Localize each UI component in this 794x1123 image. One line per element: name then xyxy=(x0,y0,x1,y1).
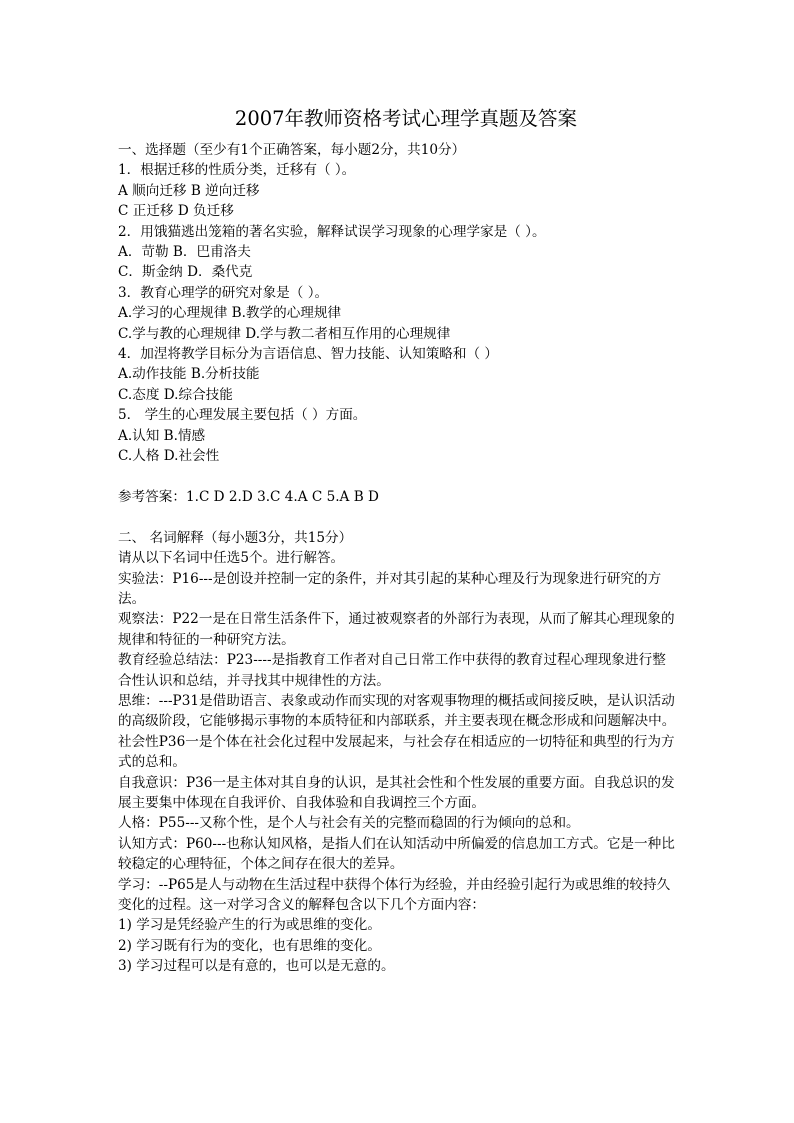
option-line: A．苛勒 B．巴甫洛夫 xyxy=(118,244,251,261)
option-line: A.学习的心理规律 B.教学的心理规律 xyxy=(118,305,342,322)
option-line: C．斯金纳 D．桑代克 xyxy=(118,264,253,281)
option-line: C 正迁移 D 负迁移 xyxy=(118,203,234,220)
section2-heading: 二、 名词解释（每小题3分，共15分） xyxy=(118,529,353,546)
document-title: 2007年教师资格考试心理学真题及答案 xyxy=(234,107,578,130)
term-definition: 观察法：P22一是在日常生活条件下，通过被观察者的外部行为表现，从而了解其心理现象的规律和特征的一种研究方法。 xyxy=(118,611,675,648)
term-definition: 实验法：P16---是创设并控制一定的条件，并对其引起的某种心理及行为现象进行研究的方法。 xyxy=(118,570,662,607)
term-definition: 社会性P36一是个体在社会化过程中发展起来，与社会存在相适应的一切特征和典型的行为方式的总和。 xyxy=(118,733,675,771)
term-definition: 认知方式：P60---也称认知风格，是指人们在认知活动中所偏爱的信息加工方式。它是一种比较稳定的心理特征，个体之间存在很大的差异。 xyxy=(118,835,675,873)
section2-instruction: 请从以下名词中任选5个。进行解答。 xyxy=(118,550,345,567)
option-line: C.人格 D.社会性 xyxy=(118,448,220,465)
option-line: C.学与教的心理规律 D.学与教二者相互作用的心理规律 xyxy=(118,325,451,342)
section1-heading: 一、选择题（至少有1个正确答案，每小题2分，共10分） xyxy=(118,142,466,158)
term-definition: 人格：P55---又称个性，是个人与社会有关的完整而稳固的行为倾向的总和。 xyxy=(118,815,580,832)
option-line: A.动作技能 B.分析技能 xyxy=(118,366,260,383)
term-definition: 思维：---P31是借助语言、表象或动作而实现的对客观事物理的概括或间接反映，是认识活动的高级阶段，它能够揭示事物的本质特征和内部联系，并主要表现在概念形成和问题解决中。 xyxy=(118,692,676,730)
option-line: A.认知 B.情感 xyxy=(118,427,206,444)
list-item: 2) 学习既有行为的变化，也有思维的变化。 xyxy=(118,937,381,954)
list-item: 1) 学习是凭经验产生的行为或思维的变化。 xyxy=(118,917,381,934)
term-definition: 教育经验总结法：P23----是指教育工作者对自己日常工作中获得的教育过程心理现象进行整合性认识和总结，并寻找其中规律性的方法。 xyxy=(118,652,666,689)
blank-line xyxy=(118,467,678,487)
question-line: 5． 学生的心理发展主要包括（ ）方面。 xyxy=(118,407,367,424)
option-line: C.态度 D.综合技能 xyxy=(118,386,233,403)
document-body xyxy=(118,140,678,977)
answer-key: 参考答案：1.C D 2.D 3.C 4.A C 5.A B D xyxy=(118,488,379,505)
list-item: 3) 学习过程可以是有意的，也可以是无意的。 xyxy=(118,958,395,975)
question-line: 1．根据迁移的性质分类，迁移有（ ）。 xyxy=(118,162,356,179)
question-line: 3．教育心理学的研究对象是（ ）。 xyxy=(118,284,329,301)
question-line: 4．加涅将教学目标分为言语信息、智力技能、认知策略和（ ） xyxy=(118,346,498,363)
term-definition: 自我意识：P36一是主体对其自身的认识，是其社会性和个性发展的重要方面。自我总识的发展主要集中体现在自我评价、自我体验和自我调控三个方面。 xyxy=(118,774,675,811)
option-line: A 顺向迁移 B 逆向迁移 xyxy=(118,182,260,199)
term-definition: 学习：--P65是人与动物在生活过程中获得个体行为经验，并由经验引起行为或思维的较持久变化的过程。这一对学习含义的解释包含以下几个方面内容： xyxy=(118,876,671,913)
blank-line xyxy=(118,507,678,527)
question-line: 2．用饿猫逃出笼箱的著名实验，解释试误学习现象的心理学家是（ ）。 xyxy=(118,223,546,240)
